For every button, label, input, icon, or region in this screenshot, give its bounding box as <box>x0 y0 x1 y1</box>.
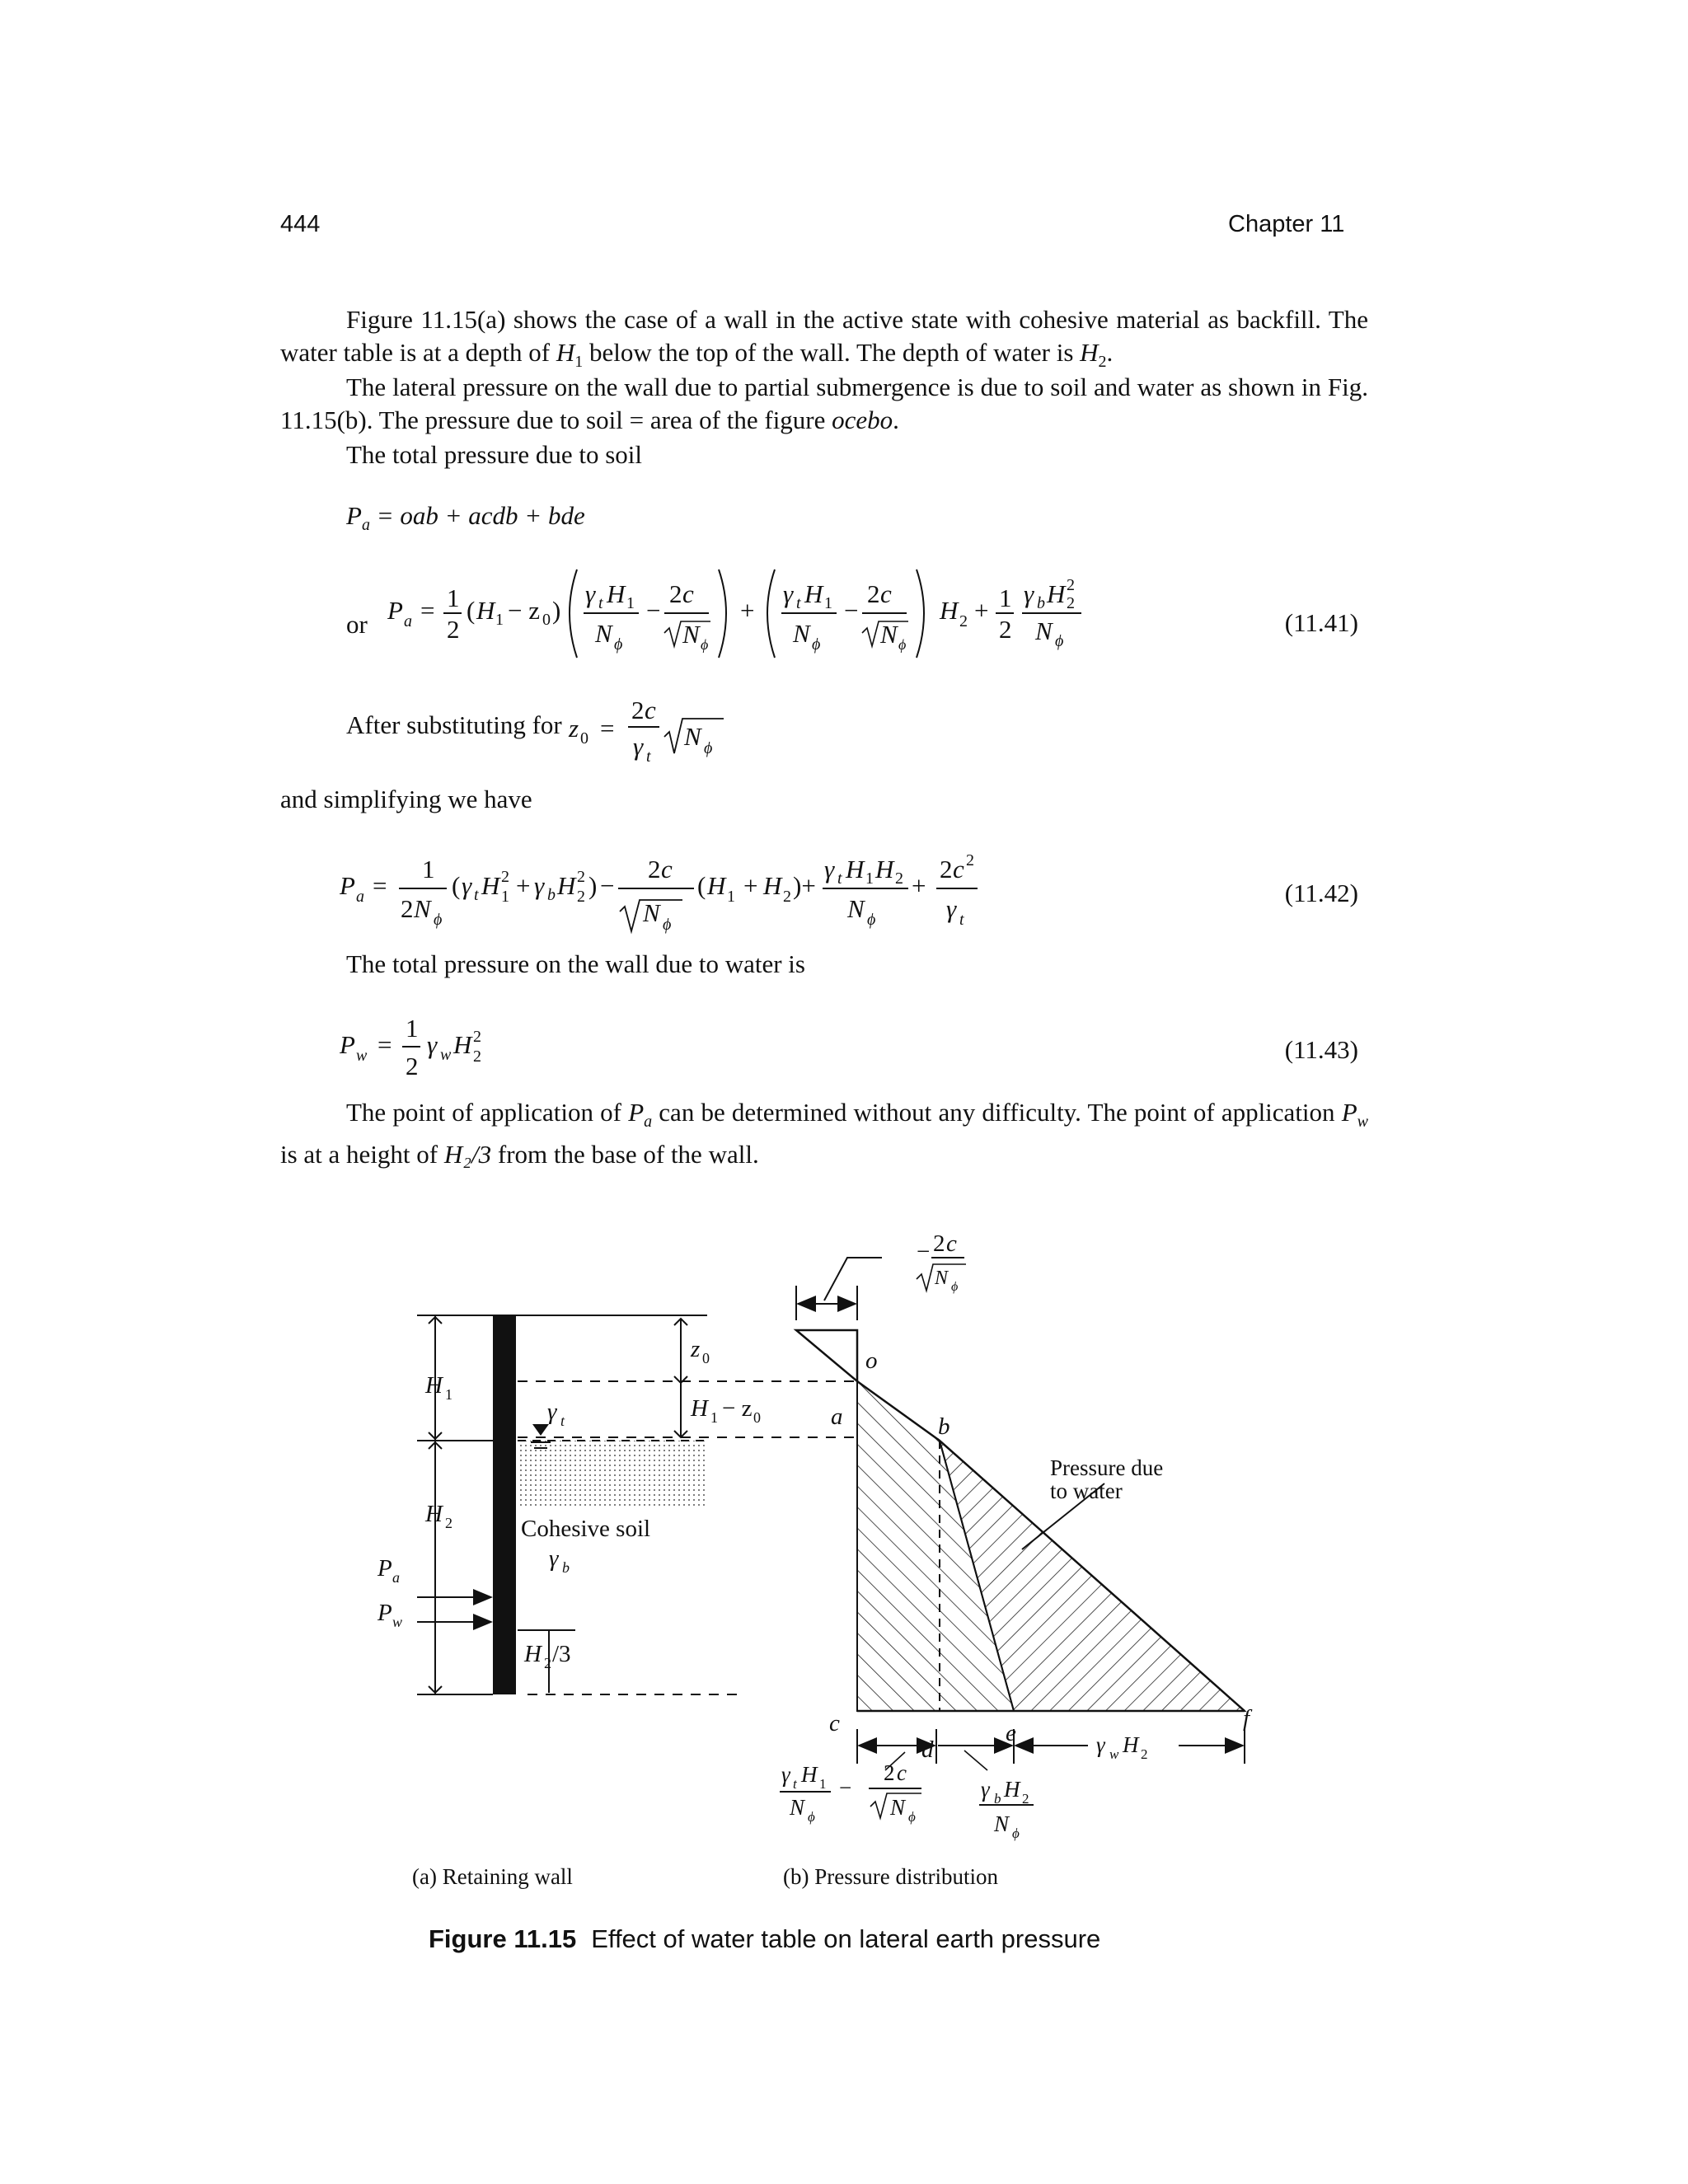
svg-text:N: N <box>880 620 898 649</box>
svg-text:2: 2 <box>648 855 661 883</box>
svg-text:N: N <box>595 619 612 648</box>
svg-text:P: P <box>340 1030 355 1059</box>
equation-number-41: (11.41) <box>1284 608 1358 637</box>
pa-definition: $P_a$ = oab + acdb + bde <box>346 501 585 535</box>
svg-text:w: w <box>440 1046 452 1064</box>
svg-text:H: H <box>804 579 823 608</box>
svg-text:w: w <box>356 1047 368 1065</box>
svg-text:=: = <box>420 596 435 625</box>
equation-number-43: (11.43) <box>1284 1035 1358 1064</box>
svg-text:ϕ: ϕ <box>867 911 876 929</box>
svg-text:γ: γ <box>783 579 794 608</box>
svg-text:γ: γ <box>534 871 545 900</box>
svg-text:−: − <box>839 1775 852 1800</box>
svg-text:N: N <box>684 722 701 751</box>
svg-text:−: − <box>844 596 859 625</box>
figure-caption <box>429 1924 1100 1954</box>
svg-text:2: 2 <box>959 612 968 630</box>
svg-text:t: t <box>646 748 651 766</box>
svg-text:b: b <box>938 1413 950 1440</box>
svg-text:(: ( <box>452 871 461 900</box>
svg-text:1: 1 <box>445 1386 452 1403</box>
svg-text:(: ( <box>697 871 706 900</box>
svg-text:γ: γ <box>1096 1732 1105 1757</box>
water-pressure-intro: The total pressure on the wall due to water is <box>346 949 805 978</box>
svg-text:)+: )+ <box>793 871 816 900</box>
svg-text:2: 2 <box>401 894 414 923</box>
svg-text:ϕ: ϕ <box>898 636 907 653</box>
svg-text:2: 2 <box>867 579 880 608</box>
svg-text:1: 1 <box>999 583 1012 612</box>
svg-text:c: c <box>645 696 656 724</box>
svg-text:t: t <box>837 869 842 888</box>
svg-text:ϕ: ϕ <box>808 1809 815 1825</box>
svg-text:b: b <box>547 886 556 904</box>
paragraph-total-soil: The total pressure due to soil <box>346 440 642 469</box>
svg-text:2: 2 <box>1141 1746 1148 1762</box>
svg-text:1: 1 <box>727 888 735 906</box>
wall <box>493 1315 516 1694</box>
svg-text:H: H <box>707 871 726 900</box>
svg-text:γ: γ <box>824 855 835 883</box>
svg-text:2: 2 <box>783 888 791 906</box>
paragraph-intro: Figure 11.15(a) shows the case of a wall in the active state with cohesive material as backfill. The water table is at a depth of $H_1$ below the top of the wall. The depth of water is $H_2$. <box>280 305 1368 372</box>
svg-text:ϕ: ϕ <box>951 1280 959 1294</box>
svg-text:γ: γ <box>981 1777 990 1802</box>
svg-text:t: t <box>474 886 479 904</box>
svg-text:H: H <box>425 1372 443 1399</box>
svg-text:(: ( <box>467 596 476 625</box>
svg-text:a: a <box>356 888 364 906</box>
svg-text:− z: − z <box>508 596 540 625</box>
svg-text:H: H <box>453 1030 472 1059</box>
svg-text:o: o <box>865 1347 878 1374</box>
svg-text:w: w <box>1109 1746 1119 1762</box>
svg-text:N: N <box>890 1795 906 1820</box>
equation-11-43 <box>340 997 587 1088</box>
svg-text:2: 2 <box>544 1655 551 1671</box>
svg-text:c: c <box>953 855 964 883</box>
svg-text:2: 2 <box>895 869 903 888</box>
figure-11-15 <box>0 1228 1688 1887</box>
svg-text:N: N <box>790 1795 805 1820</box>
svg-text:ϕ: ϕ <box>1055 632 1064 650</box>
svg-text:2: 2 <box>501 868 509 886</box>
svg-text:2: 2 <box>577 888 585 906</box>
subcaption-a: (a) Retaining wall <box>412 1864 573 1889</box>
svg-text:P: P <box>377 1600 392 1626</box>
svg-text:1: 1 <box>501 888 509 906</box>
tension-zone <box>796 1330 857 1381</box>
svg-text:1: 1 <box>422 855 435 883</box>
svg-text:+: + <box>740 596 755 625</box>
svg-text:t: t <box>560 1413 565 1429</box>
svg-text:H: H <box>940 596 959 625</box>
svg-text:γ: γ <box>547 1399 557 1425</box>
paragraph-pressure: The lateral pressure on the wall due to partial submergence is due to soil and water as shown in Fig. 11.15(b). The pressure due to soil = area of the figure ocebo. <box>280 373 1368 434</box>
svg-text:t: t <box>598 594 603 612</box>
svg-text:γ: γ <box>585 579 596 608</box>
svg-text:2: 2 <box>406 1052 419 1080</box>
svg-text:2: 2 <box>473 1047 481 1066</box>
water-label-line2: to water <box>1050 1479 1123 1503</box>
svg-text:H: H <box>846 855 865 883</box>
svg-text:N: N <box>414 894 431 923</box>
svg-text:): ) <box>588 871 598 900</box>
after-substituting: After substituting for <box>346 710 562 739</box>
svg-text:P: P <box>340 871 355 900</box>
svg-text:ϕ: ϕ <box>812 635 821 654</box>
svg-text:N: N <box>682 620 700 649</box>
svg-text:z: z <box>691 1336 701 1362</box>
svg-text:b: b <box>1037 594 1045 612</box>
svg-text:ϕ: ϕ <box>1012 1825 1020 1841</box>
svg-text:c: c <box>880 579 892 608</box>
and-simplifying: and simplifying we have <box>280 785 532 813</box>
svg-text:2: 2 <box>631 696 645 724</box>
svg-text:b: b <box>562 1559 570 1576</box>
svg-text:2: 2 <box>933 1230 945 1257</box>
svg-text:H: H <box>691 1395 708 1422</box>
page-number: 444 <box>280 211 321 237</box>
svg-text:c: c <box>946 1230 957 1257</box>
svg-text:+: + <box>912 871 926 900</box>
svg-text:ϕ: ϕ <box>908 1809 916 1825</box>
svg-text:H: H <box>425 1501 443 1527</box>
svg-text:ϕ: ϕ <box>614 635 623 654</box>
svg-text:γ: γ <box>1024 579 1034 608</box>
svg-text:ϕ: ϕ <box>663 916 672 934</box>
soil-label: Cohesive soil <box>521 1516 651 1542</box>
svg-text:0: 0 <box>702 1350 710 1366</box>
water-label-line1: Pressure due <box>1050 1455 1164 1480</box>
svg-text:b: b <box>994 1791 1001 1807</box>
svg-text:1: 1 <box>824 594 832 612</box>
svg-text:− z: − z <box>722 1395 753 1422</box>
svg-text:=: = <box>377 1030 392 1059</box>
svg-text:=: = <box>600 714 615 743</box>
svg-text:−: − <box>600 871 615 900</box>
svg-text:H: H <box>1047 579 1066 608</box>
svg-text:1: 1 <box>447 583 460 612</box>
svg-text:γ: γ <box>549 1545 559 1572</box>
svg-text:γ: γ <box>781 1762 790 1787</box>
svg-text:2: 2 <box>966 851 974 869</box>
svg-text:+: + <box>974 596 989 625</box>
svg-text:): ) <box>552 596 561 625</box>
svg-text:e: e <box>1006 1720 1016 1746</box>
submerged-zone <box>518 1441 707 1507</box>
subcaption-b: (b) Pressure distribution <box>783 1864 998 1889</box>
svg-text:=: = <box>373 871 387 900</box>
svg-text:2: 2 <box>473 1028 481 1046</box>
svg-text:c: c <box>661 855 673 883</box>
svg-text:t: t <box>959 911 964 929</box>
svg-text:H: H <box>801 1762 818 1787</box>
z0-expression <box>567 682 757 773</box>
svg-text:0: 0 <box>753 1409 761 1426</box>
svg-text:ϕ: ϕ <box>701 636 709 653</box>
water-table-icon <box>532 1424 549 1436</box>
or-label: or <box>346 610 368 639</box>
equation-11-41 <box>387 557 1129 673</box>
svg-text:1: 1 <box>495 611 504 629</box>
svg-text:0: 0 <box>542 611 551 629</box>
svg-text:2: 2 <box>884 1760 895 1785</box>
svg-text:2: 2 <box>1067 576 1075 594</box>
svg-text:2: 2 <box>1022 1791 1029 1807</box>
svg-text:H: H <box>557 871 576 900</box>
svg-text:+: + <box>743 871 758 900</box>
svg-text:c: c <box>682 579 694 608</box>
svg-text:−: − <box>646 596 661 625</box>
svg-text:2: 2 <box>940 855 953 883</box>
svg-text:2: 2 <box>669 579 682 608</box>
svg-text:γ: γ <box>427 1030 438 1059</box>
svg-text:H: H <box>763 871 782 900</box>
svg-text:a: a <box>831 1404 843 1430</box>
svg-text:1: 1 <box>406 1014 419 1043</box>
svg-text:P: P <box>377 1555 392 1582</box>
svg-text:f: f <box>1243 1705 1250 1732</box>
svg-text:+: + <box>516 871 531 900</box>
svg-text:2: 2 <box>999 615 1012 644</box>
svg-text:N: N <box>793 619 810 648</box>
svg-text:w: w <box>392 1614 403 1630</box>
svg-text:N: N <box>994 1811 1010 1836</box>
pressure-distribution-diagram <box>780 1230 1253 1841</box>
svg-text:N: N <box>643 898 660 927</box>
figure-number: Figure 11.15 <box>429 1924 577 1953</box>
svg-text:/3: /3 <box>552 1641 571 1667</box>
figure-title: Effect of water table on lateral earth pressure <box>591 1924 1101 1953</box>
svg-text:H: H <box>607 579 626 608</box>
svg-text:1: 1 <box>865 869 874 888</box>
svg-text:c: c <box>897 1760 907 1785</box>
svg-text:2: 2 <box>445 1515 452 1531</box>
svg-text:H: H <box>476 596 495 625</box>
svg-text:z: z <box>569 714 579 743</box>
chapter-label: Chapter 11 <box>1228 211 1345 237</box>
paragraph-application: The point of application of $P_a$ can be determined without any difficulty. The point of application $P_w$ is at a height of H₂/3 from the base of the wall. <box>280 1098 1368 1169</box>
svg-text:0: 0 <box>580 729 588 748</box>
svg-text:H: H <box>1123 1732 1139 1757</box>
svg-text:t: t <box>793 1776 797 1792</box>
svg-text:c: c <box>829 1710 840 1736</box>
svg-text:1: 1 <box>710 1409 718 1426</box>
svg-text:N: N <box>1035 616 1053 645</box>
svg-text:ϕ: ϕ <box>434 911 443 929</box>
svg-text:P: P <box>387 596 403 625</box>
svg-text:γ: γ <box>462 871 472 900</box>
svg-text:1: 1 <box>819 1776 827 1792</box>
svg-text:2: 2 <box>577 868 585 886</box>
svg-text:H: H <box>524 1641 542 1667</box>
equation-11-42 <box>340 832 1081 948</box>
svg-text:H: H <box>481 871 500 900</box>
svg-text:H: H <box>875 855 894 883</box>
retaining-wall-diagram <box>377 1315 857 1694</box>
svg-text:N: N <box>935 1268 949 1289</box>
svg-text:d: d <box>921 1736 934 1763</box>
svg-text:1: 1 <box>626 594 635 612</box>
svg-text:2: 2 <box>1067 594 1075 612</box>
svg-text:a: a <box>404 612 412 630</box>
svg-text:ϕ: ϕ <box>704 739 713 757</box>
svg-text:2: 2 <box>447 615 460 644</box>
svg-text:N: N <box>847 894 865 923</box>
equation-number-42: (11.42) <box>1284 879 1358 907</box>
svg-text:γ: γ <box>946 894 957 923</box>
svg-text:a: a <box>392 1569 400 1586</box>
svg-text:H: H <box>1004 1777 1020 1802</box>
svg-text:γ: γ <box>633 732 644 761</box>
svg-text:t: t <box>796 594 801 612</box>
svg-text:−: − <box>917 1239 931 1265</box>
